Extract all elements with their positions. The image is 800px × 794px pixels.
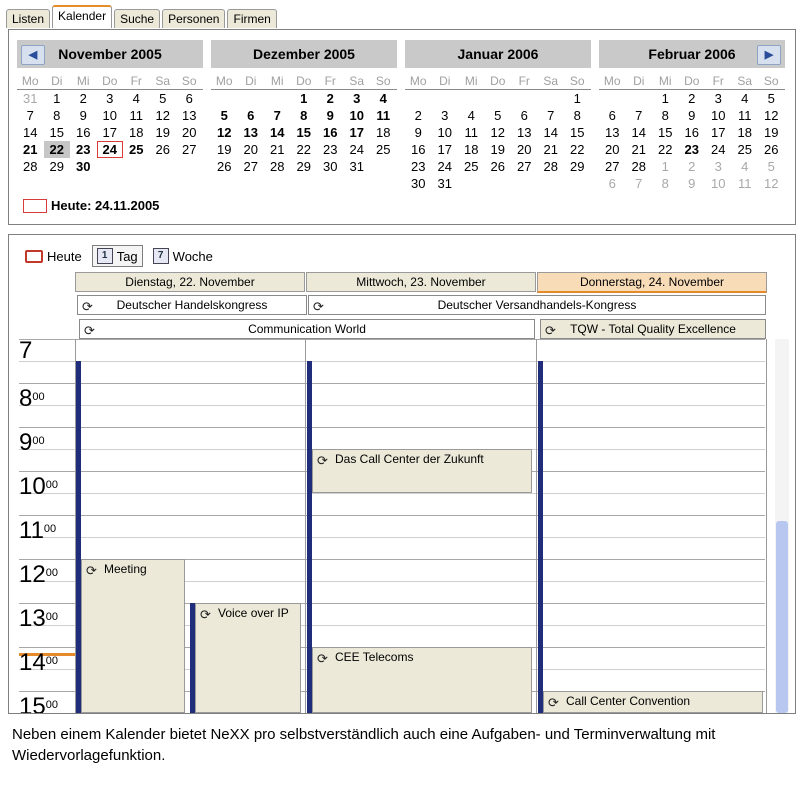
hour-value: 13	[19, 605, 46, 632]
day-cell[interactable]: 4	[379, 91, 387, 106]
day-view-label: Tag	[116, 248, 138, 264]
weekday-label: Mo	[599, 74, 626, 90]
day-cell[interactable]: 13	[182, 108, 197, 123]
next-month-button[interactable]	[757, 45, 781, 65]
day-cell[interactable]: 3	[714, 159, 722, 174]
day-cell[interactable]: 7	[273, 108, 281, 123]
day-cell[interactable]: 22	[296, 142, 311, 157]
day-cell	[458, 90, 485, 107]
day-cell[interactable]: 3	[714, 91, 722, 106]
calendar-day-icon: 1	[97, 248, 113, 264]
minute-value: 00	[32, 435, 45, 447]
day-cell[interactable]: 14	[543, 125, 558, 140]
day-cell[interactable]: 5	[494, 108, 502, 123]
day-cell[interactable]: 7	[547, 108, 555, 123]
day-cell	[211, 90, 238, 107]
weekday-label: So	[758, 74, 785, 90]
month-overview-panel	[8, 29, 796, 225]
tab-kalender[interactable]: Kalender	[52, 5, 112, 28]
today-button-label: Heute	[47, 248, 82, 264]
weekday-label: Sa	[150, 74, 177, 90]
month-november-2005	[17, 40, 203, 175]
half-hour-line	[19, 405, 765, 406]
hour-label	[19, 475, 71, 499]
day-cell[interactable]: 23	[684, 142, 699, 157]
weekday-label: Mi	[458, 74, 485, 90]
weekday-label: Mo	[405, 74, 432, 90]
day-cell[interactable]: 21	[23, 142, 38, 157]
today-label: Heute: 24.11.2005	[51, 198, 160, 213]
month-januar-2006	[405, 40, 591, 192]
hour-value: 10	[19, 473, 46, 500]
weekday-label: Mi	[70, 74, 97, 90]
day-cell[interactable]: 10	[349, 108, 364, 123]
day-cell[interactable]: 30	[411, 176, 426, 191]
day-cell[interactable]: 1	[573, 91, 581, 106]
day-cell[interactable]: 22	[570, 142, 585, 157]
day-cell[interactable]: 24	[711, 142, 726, 157]
chevron-left-icon: ◀	[28, 49, 38, 61]
event-call-center-convention[interactable]	[543, 691, 763, 713]
month-title: Dezember 2005	[253, 46, 355, 62]
event-title: Deutscher Versandhandels-Kongress	[437, 298, 637, 312]
hour-label	[19, 651, 71, 675]
today-marker-icon	[23, 199, 47, 213]
day-cell[interactable]: 12	[155, 108, 170, 123]
day-cell[interactable]: 15	[49, 125, 64, 140]
day-cell	[538, 90, 565, 107]
week-view-label: Woche	[172, 248, 213, 264]
day-cell[interactable]: 26	[490, 159, 505, 174]
weekday-label: Do	[485, 74, 512, 90]
day-cell[interactable]: 18	[464, 142, 479, 157]
day-cell[interactable]: 25	[129, 142, 144, 157]
tab-personen[interactable]: Personen	[162, 9, 225, 28]
weekday-label: Sa	[344, 74, 371, 90]
day-cell[interactable]: 28	[631, 159, 646, 174]
day-cell[interactable]: 31	[349, 159, 364, 174]
day-grid	[599, 74, 785, 192]
day-cell	[405, 90, 432, 107]
day-cell[interactable]: 15	[658, 125, 673, 140]
day-cell[interactable]: 6	[608, 176, 616, 191]
event-title: Meeting	[104, 562, 147, 576]
day-cell[interactable]: 2	[326, 91, 334, 106]
day-cell[interactable]: 12	[764, 108, 779, 123]
day-cell[interactable]: 21	[270, 142, 285, 157]
day-cell[interactable]: 8	[661, 176, 669, 191]
day-cell[interactable]: 18	[129, 125, 144, 140]
half-hour-line	[19, 537, 765, 538]
day-cell[interactable]: 7	[26, 108, 34, 123]
day-cell[interactable]: 13	[605, 125, 620, 140]
day-header-24-today[interactable]: Donnerstag, 24. November	[537, 272, 767, 293]
recurring-event-icon: ⟳	[545, 323, 556, 338]
day-cell	[432, 90, 459, 107]
day-cell[interactable]: 26	[155, 142, 170, 157]
allday-event[interactable]	[540, 319, 766, 339]
day-cell[interactable]: 5	[767, 159, 775, 174]
day-cell[interactable]: 10	[711, 108, 726, 123]
hour-label	[19, 563, 71, 587]
day-cell[interactable]: 9	[79, 108, 87, 123]
month-header	[405, 40, 591, 68]
recurring-event-icon: ⟳	[200, 607, 211, 622]
event-title: CEE Telecoms	[335, 650, 414, 664]
event-title: Call Center Convention	[566, 694, 691, 708]
day-cell	[485, 90, 512, 107]
day-cell[interactable]: 2	[688, 91, 696, 106]
day-cell[interactable]: 28	[270, 159, 285, 174]
day-cell[interactable]: 29	[296, 159, 311, 174]
minute-value: 00	[45, 699, 58, 711]
day-cell[interactable]: 12	[490, 125, 505, 140]
day-cell[interactable]: 4	[741, 159, 749, 174]
event-title: Voice over IP	[218, 606, 289, 620]
weekday-label: Di	[238, 74, 265, 90]
day-cell	[626, 90, 653, 107]
hour-line	[19, 339, 765, 340]
weekday-label: So	[370, 74, 397, 90]
hour-value: 11	[19, 517, 44, 544]
day-cell[interactable]: 5	[767, 91, 775, 106]
day-cell[interactable]: 14	[23, 125, 38, 140]
hour-line	[19, 383, 765, 384]
day-cell[interactable]: 26	[764, 142, 779, 157]
prev-month-button[interactable]	[21, 45, 45, 65]
day-cell[interactable]: 2	[414, 108, 422, 123]
event-title: Deutscher Handelskongress	[116, 298, 268, 312]
day-cell[interactable]: 31	[23, 91, 38, 106]
recurring-event-icon: ⟳	[317, 651, 328, 666]
day-cell-selected[interactable]: 22	[44, 141, 71, 158]
minute-value: 00	[43, 523, 57, 535]
hour-value: 9	[19, 429, 33, 456]
day-cell	[238, 90, 265, 107]
hour-label	[19, 607, 71, 631]
day-cell[interactable]: 10	[711, 176, 726, 191]
weekday-label: Di	[432, 74, 459, 90]
minute-value: 00	[32, 391, 45, 403]
month-februar-2006	[599, 40, 785, 192]
day-cell[interactable]: 16	[76, 125, 91, 140]
day-cell[interactable]: 11	[738, 108, 752, 123]
day-grid	[405, 74, 591, 192]
day-cell[interactable]: 3	[106, 91, 114, 106]
day-cell[interactable]: 27	[517, 159, 532, 174]
column-separator	[536, 339, 537, 713]
weekday-label: Fr	[123, 74, 150, 90]
day-cell[interactable]: 4	[741, 91, 749, 106]
day-cell[interactable]: 19	[155, 125, 170, 140]
day-grid	[17, 74, 203, 175]
event-meeting[interactable]	[81, 559, 185, 713]
day-cell[interactable]: 25	[464, 159, 479, 174]
day-cell[interactable]: 19	[764, 125, 779, 140]
day-cell[interactable]: 27	[243, 159, 258, 174]
day-cell[interactable]: 23	[411, 159, 426, 174]
day-cell[interactable]: 20	[182, 125, 197, 140]
event-call-center-zukunft[interactable]	[312, 449, 532, 493]
day-cell[interactable]: 6	[520, 108, 528, 123]
weekday-label: Do	[97, 74, 124, 90]
weekday-label: Mi	[264, 74, 291, 90]
day-grid	[211, 74, 397, 175]
day-header-22[interactable]: Dienstag, 22. November	[75, 272, 305, 292]
day-cell[interactable]: 29	[49, 159, 64, 174]
day-cell[interactable]: 11	[464, 125, 478, 140]
day-cell[interactable]: 13	[517, 125, 532, 140]
day-cell[interactable]: 3	[353, 91, 361, 106]
weekday-label: Sa	[538, 74, 565, 90]
weekday-label: So	[176, 74, 203, 90]
day-cell[interactable]: 16	[684, 125, 699, 140]
month-header	[599, 40, 785, 68]
day-cell[interactable]: 17	[711, 125, 726, 140]
today-icon	[25, 250, 43, 263]
day-cell[interactable]: 20	[243, 142, 258, 157]
day-cell[interactable]: 20	[605, 142, 620, 157]
day-cell[interactable]: 6	[247, 108, 255, 123]
event-cee-telecoms[interactable]	[312, 647, 532, 713]
day-cell[interactable]: 11	[376, 108, 391, 123]
hour-value: 8	[19, 385, 33, 412]
recurring-event-icon: ⟳	[82, 299, 93, 314]
recurring-event-icon: ⟳	[313, 299, 324, 314]
day-cell[interactable]: 10	[102, 108, 117, 123]
event-title: TQW - Total Quality Excellence	[570, 322, 736, 336]
day-cell[interactable]: 15	[296, 125, 311, 140]
day-cell[interactable]: 2	[688, 159, 696, 174]
day-cell	[264, 90, 291, 107]
day-cell[interactable]: 5	[220, 108, 228, 123]
day-cell[interactable]: 31	[437, 176, 452, 191]
weekday-label: Fr	[317, 74, 344, 90]
day-cell[interactable]: 24	[437, 159, 452, 174]
day-cell[interactable]: 17	[437, 142, 452, 157]
hour-value: 12	[19, 561, 46, 588]
weekday-label: So	[564, 74, 591, 90]
day-cell[interactable]: 17	[102, 125, 117, 140]
day-cell[interactable]: 3	[441, 108, 449, 123]
day-view-button[interactable]	[92, 245, 143, 267]
day-cell[interactable]: 25	[376, 142, 391, 157]
month-title: Januar 2006	[457, 46, 539, 62]
weekday-label: Mo	[211, 74, 238, 90]
week-view-button[interactable]	[149, 246, 217, 266]
day-cell[interactable]: 23	[323, 142, 338, 157]
day-cell-today[interactable]: 24	[97, 141, 124, 158]
today-button[interactable]	[21, 246, 86, 266]
weekday-label: Di	[44, 74, 71, 90]
recurring-event-icon: ⟳	[84, 323, 95, 338]
day-cell[interactable]: 1	[300, 91, 308, 106]
busy-indicator-bar	[538, 361, 543, 713]
weekday-label: Mo	[17, 74, 44, 90]
recurring-event-icon: ⟳	[86, 563, 97, 578]
day-cell	[511, 90, 538, 107]
day-cell[interactable]: 14	[270, 125, 285, 140]
allday-event[interactable]	[308, 295, 766, 315]
chevron-right-icon: ▶	[764, 49, 774, 61]
hour-value: 7	[19, 337, 33, 364]
day-cell[interactable]: 6	[608, 108, 616, 123]
weekday-label: Di	[626, 74, 653, 90]
day-cell[interactable]: 30	[76, 159, 91, 174]
tab-listen[interactable]: Listen	[6, 9, 50, 28]
tab-bar	[6, 8, 279, 28]
day-cell[interactable]: 8	[573, 108, 581, 123]
day-cell[interactable]: 11	[129, 108, 143, 123]
weekday-label: Fr	[511, 74, 538, 90]
day-cell[interactable]: 1	[53, 91, 61, 106]
column-separator	[766, 339, 767, 713]
day-cell[interactable]: 4	[467, 108, 475, 123]
month-dezember-2005	[211, 40, 397, 175]
hour-label	[19, 695, 71, 714]
hour-line	[19, 427, 765, 428]
day-cell[interactable]: 29	[570, 159, 585, 174]
month-title: Februar 2006	[648, 46, 736, 62]
recurring-event-icon: ⟳	[548, 695, 559, 710]
allday-event[interactable]	[77, 295, 307, 315]
month-header	[211, 40, 397, 68]
day-cell[interactable]: 21	[543, 142, 558, 157]
day-cell[interactable]: 8	[661, 108, 669, 123]
event-voice-over-ip[interactable]	[195, 603, 301, 713]
weekday-label: Fr	[705, 74, 732, 90]
day-cell[interactable]: 4	[132, 91, 140, 106]
day-cell[interactable]: 13	[243, 125, 258, 140]
minute-value: 00	[45, 567, 58, 579]
hour-value: 15	[19, 693, 46, 714]
month-title: November 2005	[58, 46, 162, 62]
day-cell[interactable]: 6	[185, 91, 193, 106]
weekday-label: Do	[679, 74, 706, 90]
day-cell[interactable]: 11	[738, 176, 752, 191]
day-cell	[599, 90, 626, 107]
hour-label	[19, 387, 71, 411]
day-cell[interactable]: 1	[661, 159, 669, 174]
minute-value: 00	[45, 611, 58, 623]
vertical-scrollbar[interactable]	[775, 339, 789, 713]
day-cell[interactable]: 24	[349, 142, 364, 157]
column-separator	[305, 339, 306, 713]
view-toolbar	[21, 245, 217, 267]
minute-value: 00	[45, 479, 58, 491]
day-cell[interactable]: 9	[688, 108, 696, 123]
day-header-23[interactable]: Mittwoch, 23. November	[306, 272, 536, 292]
half-hour-line	[19, 493, 765, 494]
hour-value: 14	[19, 649, 46, 676]
day-cell[interactable]: 19	[490, 142, 505, 157]
day-cell[interactable]: 5	[159, 91, 167, 106]
hour-label	[19, 339, 71, 363]
day-view-panel	[8, 234, 796, 714]
day-cell[interactable]: 27	[605, 159, 620, 174]
day-cell[interactable]: 22	[658, 142, 673, 157]
day-cell[interactable]: 10	[437, 125, 452, 140]
day-cell[interactable]: 16	[323, 125, 338, 140]
half-hour-line	[19, 361, 765, 362]
day-cell[interactable]: 8	[300, 108, 308, 123]
allday-event[interactable]	[79, 319, 535, 339]
day-cell[interactable]: 8	[53, 108, 61, 123]
scrollbar-thumb[interactable]	[776, 521, 788, 713]
day-cell[interactable]: 2	[79, 91, 87, 106]
day-cell[interactable]: 17	[349, 125, 364, 140]
day-cell[interactable]: 18	[737, 125, 752, 140]
calendar-week-icon: 7	[153, 248, 169, 264]
day-cell[interactable]: 28	[23, 159, 38, 174]
tab-firmen[interactable]: Firmen	[227, 9, 276, 28]
weekday-label: Mi	[652, 74, 679, 90]
day-cell[interactable]: 16	[411, 142, 426, 157]
day-cell[interactable]: 21	[631, 142, 646, 157]
day-cell[interactable]: 28	[543, 159, 558, 174]
day-cell[interactable]: 25	[737, 142, 752, 157]
day-cell[interactable]: 12	[764, 176, 779, 191]
hour-label	[19, 431, 71, 455]
hour-line	[19, 515, 765, 516]
tab-suche[interactable]: Suche	[114, 9, 160, 28]
event-title: Communication World	[248, 322, 366, 336]
day-cell[interactable]: 12	[217, 125, 232, 140]
weekday-label: Sa	[732, 74, 759, 90]
day-cell[interactable]: 18	[376, 125, 391, 140]
day-cell[interactable]: 9	[414, 125, 422, 140]
day-cell[interactable]: 7	[635, 108, 643, 123]
day-cell[interactable]: 23	[76, 142, 91, 157]
day-cell[interactable]: 26	[217, 159, 232, 174]
day-cell[interactable]: 19	[217, 142, 232, 157]
day-cell[interactable]: 20	[517, 142, 532, 157]
day-cell[interactable]: 9	[326, 108, 334, 123]
day-cell[interactable]: 9	[688, 176, 696, 191]
event-title: Das Call Center der Zukunft	[335, 452, 484, 466]
day-cell[interactable]: 30	[323, 159, 338, 174]
month-header	[17, 40, 203, 68]
today-legend[interactable]	[23, 198, 159, 213]
day-cell[interactable]: 14	[631, 125, 646, 140]
day-cell[interactable]: 7	[635, 176, 643, 191]
hour-label	[19, 519, 71, 543]
recurring-event-icon: ⟳	[317, 453, 328, 468]
day-cell[interactable]: 15	[570, 125, 585, 140]
caption-text: Neben einem Kalender bietet NeXX pro selbstverständlich auch eine Aufgaben- und Terminverwaltung mit Wiedervorlagefunktion.	[12, 726, 716, 764]
day-cell[interactable]: 1	[661, 91, 669, 106]
weekday-label: Do	[291, 74, 318, 90]
minute-value: 00	[45, 655, 58, 667]
day-cell[interactable]: 27	[182, 142, 197, 157]
